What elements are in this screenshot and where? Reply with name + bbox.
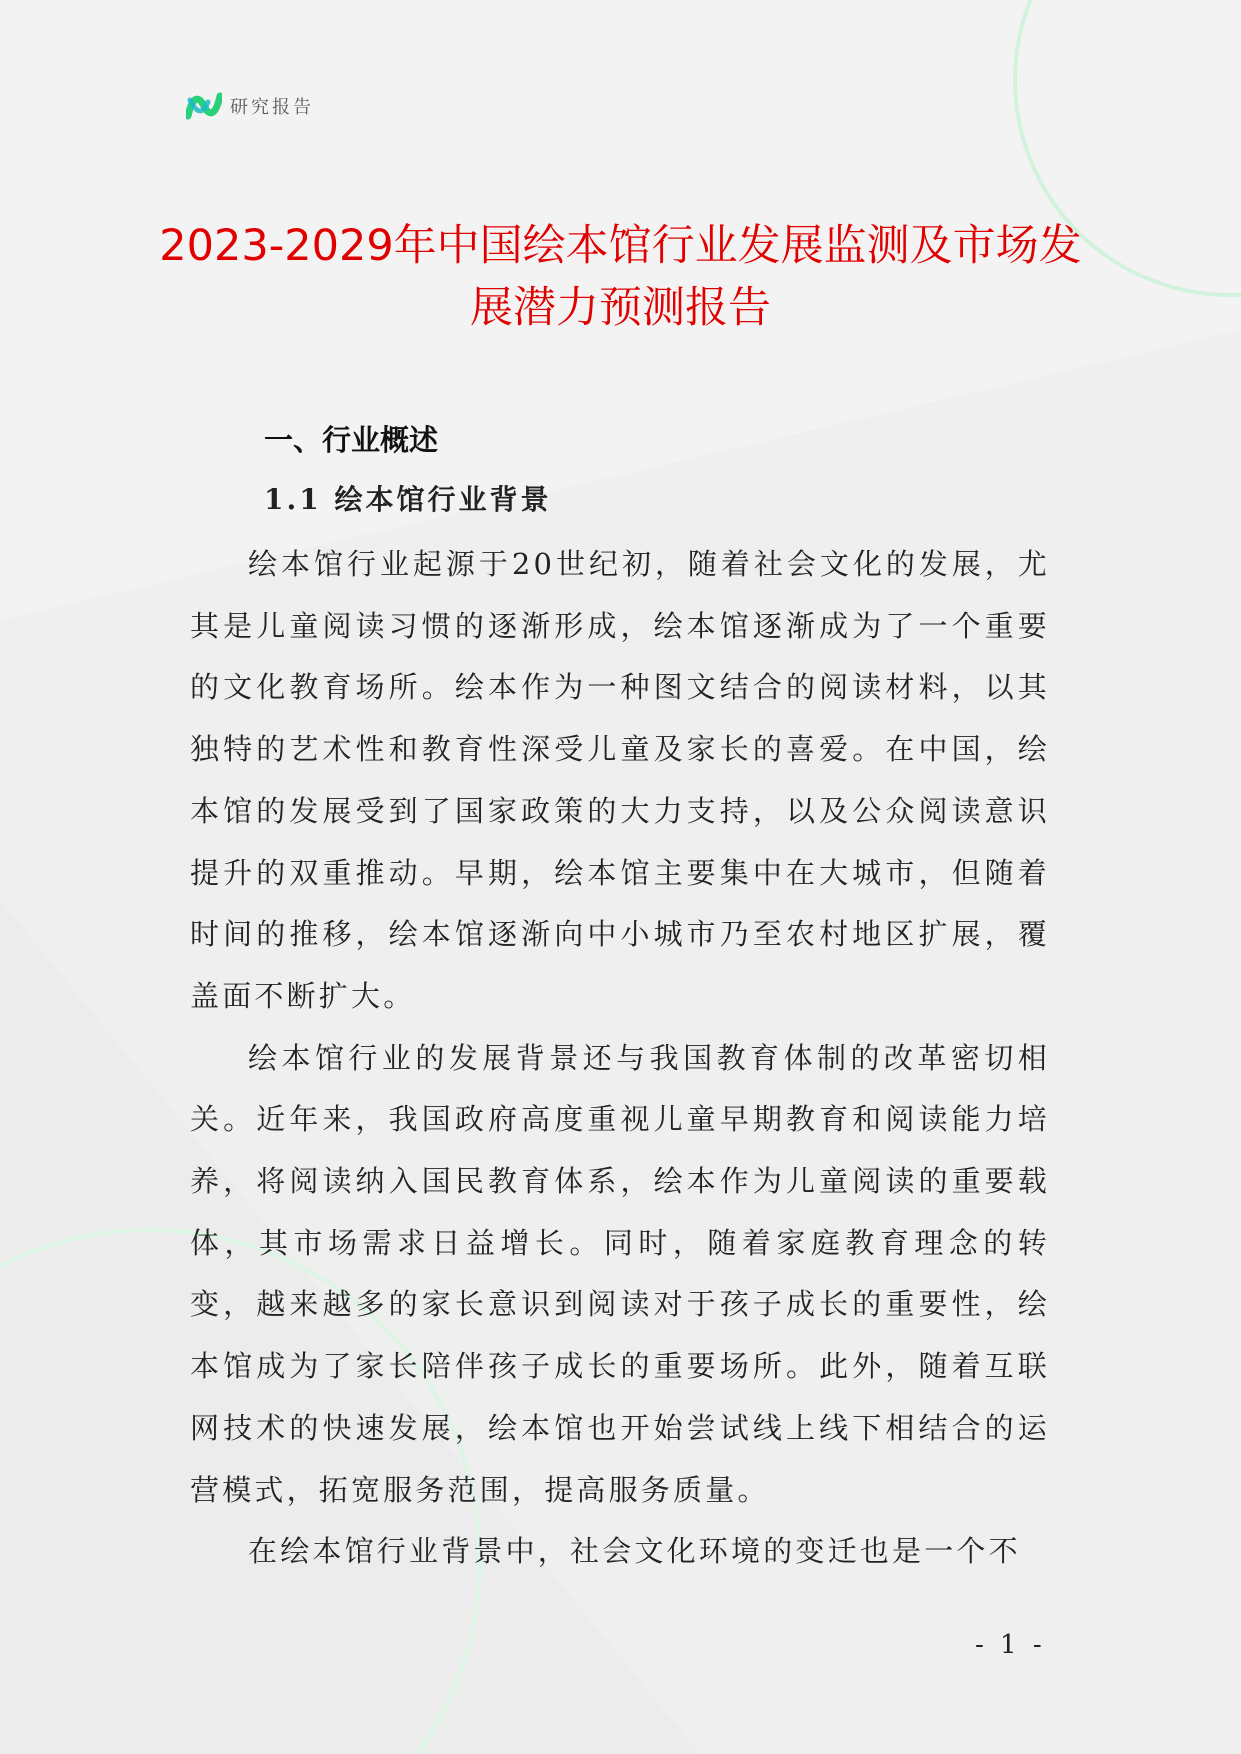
paragraph: 在绘本馆行业背景中，社会文化环境的变迁也是一个不: [248, 1534, 1021, 1569]
paragraph: 绘本馆行业的发展背景还与我国教育体制的改革密切相关。近年来，我国政府高度重视儿童早期教育和阅读能力培养，将阅读纳入国民教育体系，绘本作为儿童阅读的重要载体，其市场需求日益增长。同时，随着家庭教育理念的转变，越来越多的家长意识到阅读对于孩子成长的重要性，绘本馆成为了家长陪伴孩子成长的重要场所。此外，随着互联网技术的快速发展，绘本馆也开始尝试线上线下相结合的运营模式，拓宽服务范围，提高服务质量。: [190, 1040, 1050, 1507]
body-text: [190, 534, 1050, 1583]
brand-label: 研究报告: [230, 97, 314, 118]
report-title: 2023-2029年中国绘本馆行业发展监测及市场发展潜力预测报告: [159, 221, 1082, 333]
header-brand: [186, 90, 314, 122]
section-heading: 一、行业概述: [264, 423, 439, 457]
brand-logo-icon: [186, 90, 222, 122]
sub-heading: 1.1 绘本馆行业背景: [264, 483, 552, 516]
paragraph: 绘本馆行业起源于20世纪初，随着社会文化的发展，尤其是儿童阅读习惯的逐渐形成，绘本馆逐渐成为了一个重要的文化教育场所。绘本作为一种图文结合的阅读材料，以其独特的艺术性和教育性深受儿童及家长的喜爱。在中国，绘本馆的发展受到了国家政策的大力支持，以及公众阅读意识提升的双重推动。早期，绘本馆主要集中在大城市，但随着时间的推移，绘本馆逐渐向中小城市乃至农村地区扩展，覆盖面不断扩大。: [190, 547, 1050, 1013]
page-number: - 1 -: [975, 1630, 1046, 1660]
